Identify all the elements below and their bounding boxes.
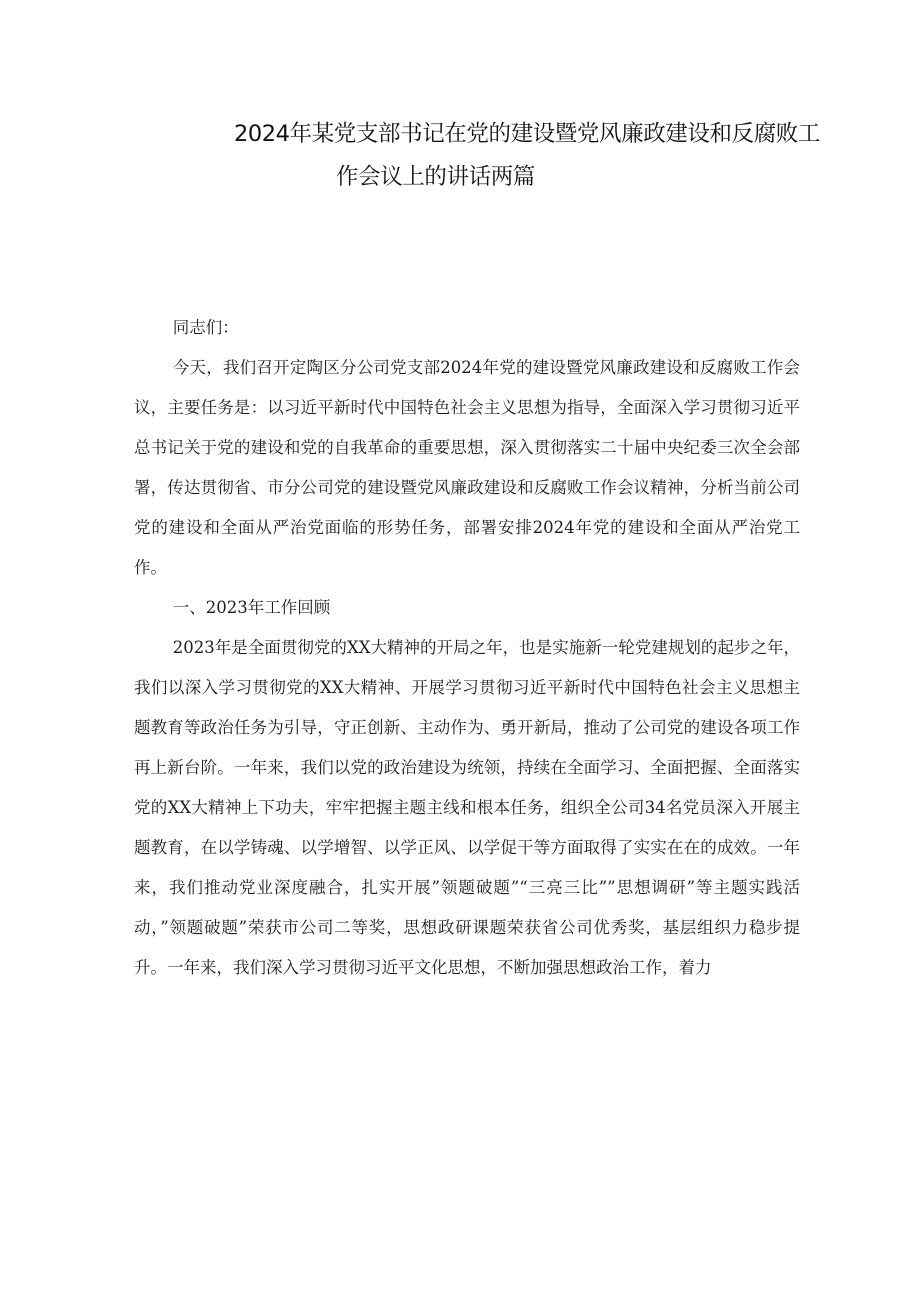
body-paragraph-intro: 今天，我们召开定陶区分公司党支部2024年党的建设暨党风廉政建设和反腐败工作会议，主要任务是：以习近平新时代中国特色社会主义思想为指导，全面深入学习贯彻习近平总书记关于党的建设和党的自我革命的重要思想，深入贯彻落实二十届中央纪委三次全会部署，传达贯彻省、市分公司党的建设暨党风廉政建设和反腐败工作会议精神，分析当前公司党的建设和全面从严治党面临的形势任务，部署安排2024年党的建设和全面从严治党工作。	[134, 358, 800, 577]
body-paragraph-review: 2023年是全面贯彻党的XX大精神的开局之年，也是实施新一轮党建规划的起步之年，我们以深入学习贯彻党的XX大精神、开展学习贯彻习近平新时代中国特色社会主义思想主题教育等政治任务为引导，守正创新、主动作为、勇开新局，推动了公司党的建设各项工作再上新台阶。一年来，我们以党的政治建设为统领，持续在全面学习、全面把握、全面落实党的XX大精神上下功夫，牢牢把握主题主线和根本任务，组织全公司34名党员深入开展主题教育，在以学铸魂、以学增智、以学正风、以学促干等方面取得了实实在在的成效。一年来，我们推动党业深度融合，扎实开展”领题破题”“三亮三比””思想调研”等主题实践活动，”领题破题”荣获市公司二等奖，思想政研课题荣获省公司优秀奖，基层组织力稳步提升。一年来，我们深入学习贯彻习近平文化思想，不断加强思想政治工作，着力	[134, 638, 800, 977]
document-title	[100, 113, 820, 199]
salutation: 同志们：	[172, 318, 239, 337]
title-line-1: 2024年某党支部书记在党的建设暨党风廉政建设和反腐败工	[233, 121, 820, 147]
title-line-2: 作会议上的讲话两篇	[336, 164, 535, 190]
document-body	[134, 308, 800, 988]
section-heading: 一、2023年工作回顾	[172, 598, 331, 617]
